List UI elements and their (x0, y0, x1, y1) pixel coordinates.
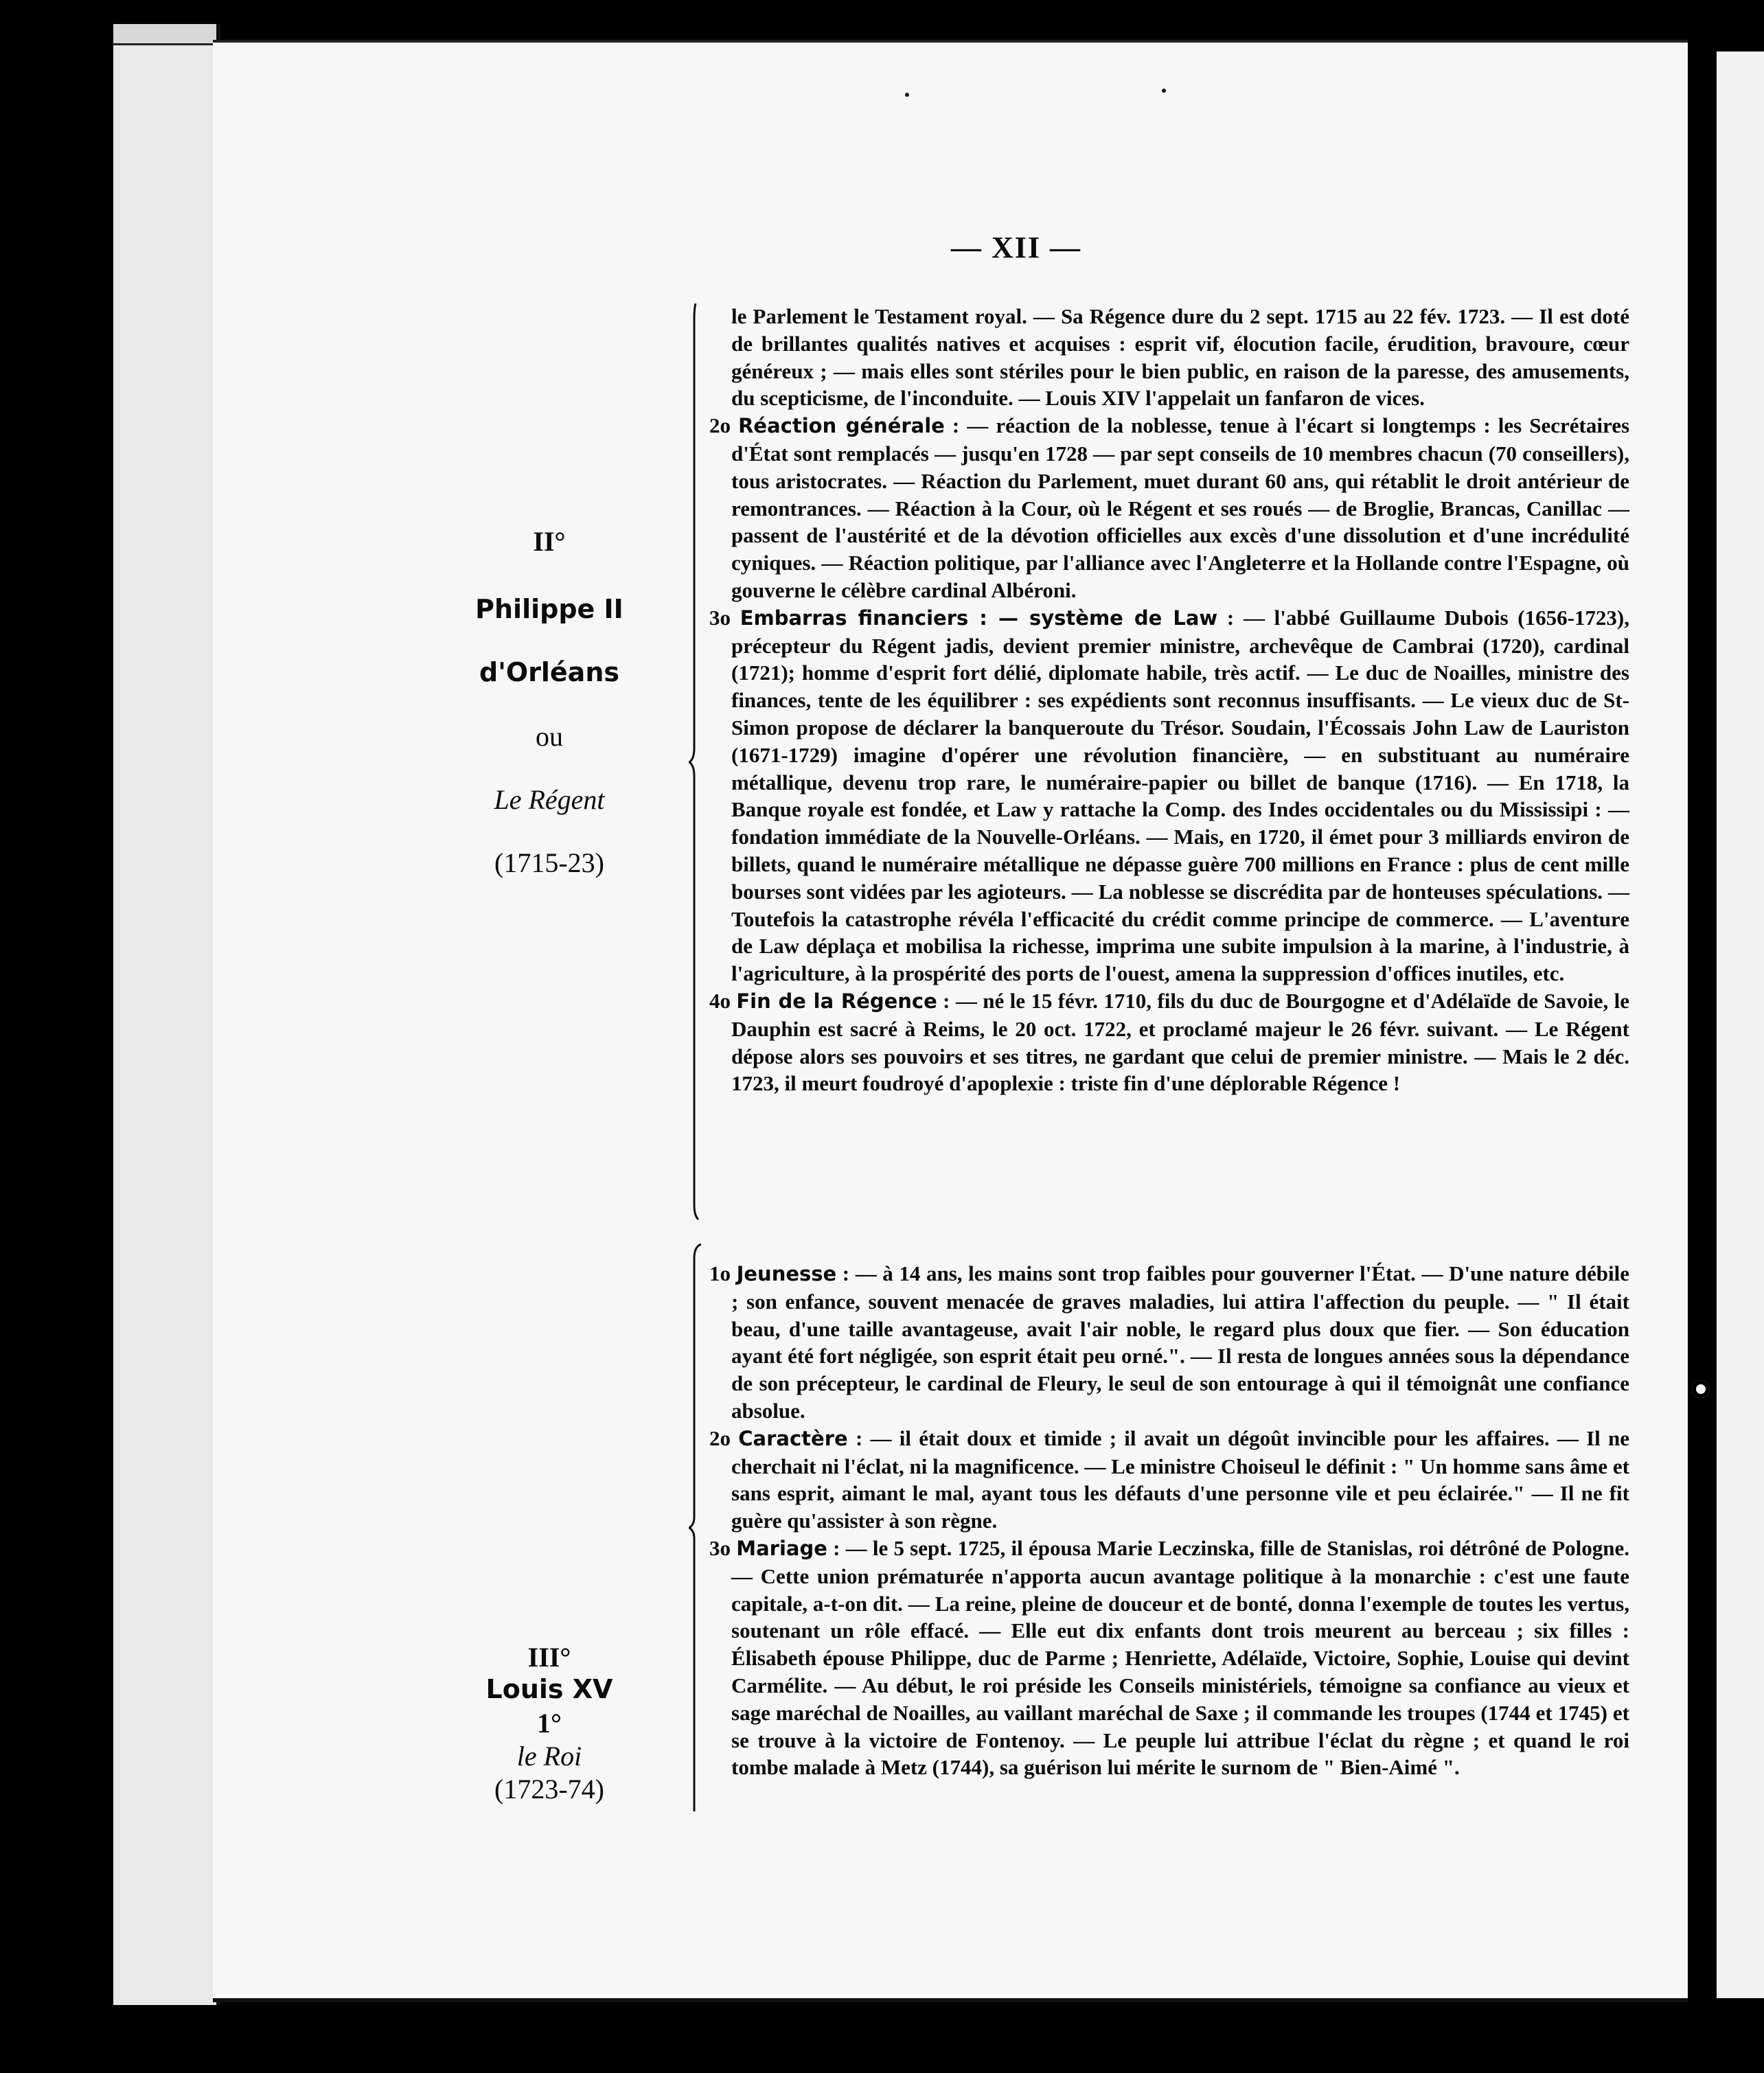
regent-dates: (1715-23) (494, 847, 604, 878)
regent-name-line1: Philippe II (475, 594, 623, 624)
louis-brace (689, 1243, 708, 1813)
item-number: 4o (709, 988, 731, 1013)
item-text: : — le 5 sept. 1725, il épousa Marie Leczinska, fille de Stanislas, roi détrôné de Pologne. — Cette union prématurée n'apporta aucun avantage politique à la monarchie : c'est une faute capitale, a-t-on dit. — La reine, pleine de douceur et de bonté, donna l'exemple de toutes les vertus, soutenant un rôle effacé. — Elle eut dix enfants dont trois meurent au berceau ; six filles : Élisabeth épouse Philippe, duc de Parme ; Henriette, Adélaïde, Victoire, Sophie, Louise qui devint Carmélite. — Au début, le roi préside les Conseils ministériels, témoigne sa confiance au vieux et sage maréchal de Noailles, au vaillant maréchal de Saxe ; il commande les troupes (1744 et 1745) et se trouve à la victoire de Fontenoy. — Le peuple lui attribue l'éclat du règne ; et quand le roi tombe malade à Metz (1744), sa guérison lui mérite le surnom de " Bien-Aimé ". (731, 1535, 1629, 1780)
item-text: : — à 14 ans, les mains sont trop faibles pour gouverner l'État. — D'une nature débile ; son enfance, souvent menacée de graves maladies, lui attira l'affection du peuple. — " Il était beau, d'une taille avantageuse, avait l'air noble, le regard plus doux que fier. — Son éducation ayant été fort négligée, son esprit était peu orné.". — Il resta de longues années sous la dépendance de son précepteur, le cardinal de Fleury, le seul de son entourage à qui il témoignât une confiance absolue. (731, 1261, 1629, 1423)
louis-youth-paragraph (709, 1260, 1629, 1425)
item-heading: Caractère (738, 1426, 848, 1450)
item-text: : — réaction de la noblesse, tenue à l'écart si longtemps : les Secrétaires d'État sont remplacés — jusqu'en 1728 — par sept conseils de 10 membres chacun (70 conseillers), tous aristocrates. — Réaction du Parlement, muet durant 60 ans, qui rétablit le droit antérieur de remontrances. — Réaction à la Cour, où le Régent et ses roués — de Broglie, Brancas, Canillac — passent de l'austérité et de la dévotion officielles aux excès d'une dissolution et d'une incrédulité cyniques. — Réaction politique, par l'alliance avec l'Angleterre et la Hollande contre l'Espagne, où gouverne le célèbre cardinal Albéroni. (731, 413, 1630, 602)
next-page-edge (1717, 51, 1764, 1998)
item-text: : — né le 15 févr. 1710, fils du duc de Bourgogne et d'Adélaïde de Savoie, le Dauphin est sacré à Reims, le 20 oct. 1722, et proclamé majeur le 26 févr. suivant. — Le Régent dépose alors ses pouvoirs et ses titres, ne gardant que celui de premier ministre. — Mais le 2 déc. 1723, il meurt foudroyé d'apoplexie : triste fin d'une déplorable Régence ! (731, 988, 1630, 1096)
louis-margin-title (439, 1641, 659, 1805)
item-text: : — il était doux et timide ; il avait un dégoût invincible pour les affaires. — Il ne cherchait ni l'éclat, ni la magnificence. — Le ministre Choiseul le définit : " Un homme sans âme et sans esprit, aimant le mal, ayant tous les défauts d'une personne vile et peu éclairée." — Il ne fit guère qu'assister à son règne. (731, 1425, 1630, 1533)
louis-role: le Roi (516, 1741, 582, 1772)
regent-intro-paragraph: le Parlement le Testament royal. — Sa Régence dure du 2 sept. 1715 au 22 fév. 1723. — Il est doté de brillantes qualités natives et acquises : esprit vif, élocution facile, érudition, bravoure, cœur généreux ; — mais elles sont stériles pour le bien public, en raison de la paresse, des amusements, du scepticisme, de l'inconduite. — Louis XIV l'appelait un fanfaron de vices. (731, 304, 1629, 411)
ink-speck (905, 93, 909, 97)
regent-ordinal: II° (533, 526, 566, 557)
page-number: — XII — (951, 231, 1082, 264)
item-heading: Réaction générale (738, 414, 945, 438)
louis-name: Louis XV (485, 1674, 613, 1704)
item-text: : — l'abbé Guillaume Dubois (1656-1723), précepteur du Régent jadis, devient premier ministre, archevêque de Cambrai (1720), cardinal (1721); homme d'esprit fort délié, diplomate habile, très actif. — Le duc de Noailles, ministre des finances, tente de les équilibrer : ses expédients sont reconnus insuffisants. — Le vieux duc de St-Simon propose de déclarer la banqueroute du Trésor. Soudain, l'Écossais John Law de Lauriston (1671-1729) imagine d'opérer une révolution financière, — en substituant au numéraire métallique, devenu trop rare, le numéraire-papier ou billet de banque (1716). — En 1718, la Banque royale est fondée, et Law y rattache la Comp. des Indes occidentales ou du Mississipi : — fondation immédiate de la Nouvelle-Orléans. — Mais, en 1720, il émet pour 3 milliards environ de billets, quand le numéraire métallique ne dépasse guère 700 millions en France : plus de cent mille bourses sont vidées par les agioteurs. — La noblesse se discrédita par de honteuses spéculations. — Toutefois la catastrophe révéla l'efficacité du crédit comme principe de commerce. — L'aventure de Law déplaça et mobilisa la richesse, imprima une subite impulsion à la marine, à l'industrie, à l'agriculture, à la prospérité des ports de l'ouest, amena la suppression d'offices inutiles, etc. (731, 605, 1630, 986)
louis-ordinal: III° (527, 1642, 571, 1673)
regent-finance-paragraph (709, 604, 1629, 987)
page-edge-mark (1692, 1380, 1710, 1398)
item-number: 3o (709, 605, 731, 630)
louis-character-paragraph (709, 1425, 1629, 1535)
regent-margin-title (439, 525, 659, 879)
louis-marriage-paragraph (709, 1535, 1629, 1781)
louis-sub-ordinal: 1° (537, 1708, 562, 1739)
item-heading: Embarras financiers : — système de Law (740, 606, 1218, 630)
regent-brace (689, 302, 708, 1222)
item-number: 2o (709, 413, 731, 438)
regent-conj: ou (536, 721, 563, 752)
regent-epithet: Le Régent (494, 784, 605, 815)
item-number: 2o (709, 1425, 731, 1450)
item-number: 1o (709, 1261, 731, 1285)
book-binding (113, 24, 220, 2005)
regent-end-paragraph (709, 987, 1629, 1097)
item-heading: Mariage (736, 1536, 827, 1560)
item-number: 3o (709, 1535, 731, 1560)
regent-name-line2: d'Orléans (479, 657, 619, 687)
louis-dates: (1723-74) (494, 1774, 604, 1805)
item-heading: Fin de la Régence (736, 989, 937, 1013)
ink-speck (1162, 89, 1166, 93)
louis-body (709, 1260, 1629, 1781)
regent-reaction-paragraph (709, 412, 1629, 604)
binding-bevel (113, 24, 216, 45)
item-heading: Jeunesse (736, 1262, 837, 1285)
regent-body (709, 303, 1629, 1097)
